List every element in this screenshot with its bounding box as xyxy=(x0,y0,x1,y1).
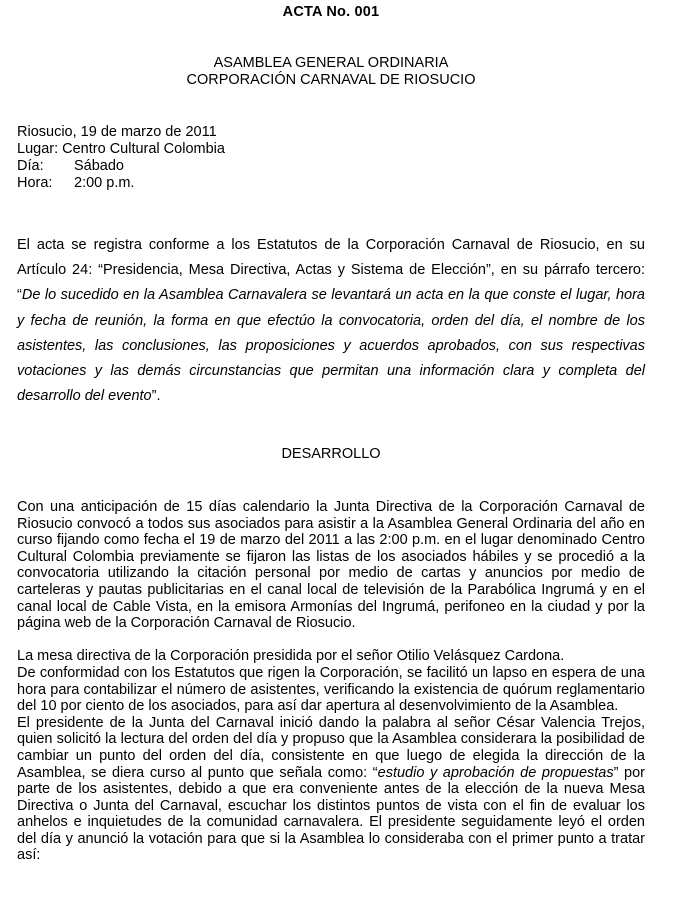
day-label: Día: xyxy=(17,158,44,174)
time-value: 2:00 p.m. xyxy=(74,175,135,191)
assembly-heading: ASAMBLEA GENERAL ORDINARIA xyxy=(213,55,449,71)
corporation-heading: CORPORACIÓN CARNAVAL DE RIOSUCIO xyxy=(186,72,476,88)
meeting-details xyxy=(17,124,225,192)
day-row xyxy=(17,158,225,175)
intro-paragraph xyxy=(17,233,645,409)
venue: Lugar: Centro Cultural Colombia xyxy=(17,141,225,157)
time-label: Hora: xyxy=(17,175,53,191)
development-body xyxy=(17,499,645,864)
time-row xyxy=(17,175,225,192)
place-date: Riosucio, 19 de marzo de 2011 xyxy=(17,124,217,140)
agenda-text-start: El presidente de la Junta del Carnaval inició dando la palabra al señor César Valencia Trejos, quien solicitó la lectura del orden del día y propuso que la Asamblea considerara la posibilidad de cambiar un punto del orden del día, consistente en que luego de elegida la dirección de la Asamblea, se diera curso al punto que señala como: “ xyxy=(17,714,645,781)
paragraph-board: La mesa directiva de la Corporación presidida por el señor Otilio Velásquez Cardona. xyxy=(17,648,565,665)
section-title: DESARROLLO xyxy=(281,446,381,462)
day-value: Sábado xyxy=(74,158,124,174)
intro-end: ”. xyxy=(151,388,161,405)
paragraph-convocation: Con una anticipación de 15 días calendario la Junta Directiva de la Corporación Carnaval de Riosucio convocó a todos sus asociados para asistir a la Asamblea General Ordinaria del año en curso fijando como fecha el 19 de marzo del 2011 a las 2:00 p.m. en el lugar denominado Centro Cultural Colombia previamente se fijaron las listas de los asociados hábiles y se procedió a la convocatoria utilizando la citación personal por medio de cartas y anuncios por medio de carteleras y pautas publicitarias en el canal local de televisión de la Parabólica Ingrumá y en el canal local de Cable Vista, en la emisora Armonías del Ingrumá, perifoneo en la ciudad y por la página web de la Corporación Carnaval de Riosucio. xyxy=(17,499,645,632)
paragraph-quorum: De conformidad con los Estatutos que rigen la Corporación, se facilitó un lapso en espera de una hora para contabilizar el número de asistentes, verificando la existencia de quórum reglamentario del 10 por ciento de los asociados, para así dar apertura al desenvolvimiento de la Asamblea. xyxy=(17,664,645,715)
acta-title: ACTA No. 001 xyxy=(282,4,380,20)
intro-text: El acta se registra conforme a los Estatutos de la Corporación Carnaval de Riosucio, en su Artículo 24: “Presidencia, Mesa Directiva, Actas y Sistema de Elección”, en su párrafo tercero: “ xyxy=(17,237,645,304)
agenda-text-end: ” por parte de los asistentes, debido a que era conveniente antes de la elección de la nueva Mesa Directiva o Junta del Carnaval, escuchar los distintos puntos de vista con el fin de evaluar los anhelos e inquietudes de la comunidad carnavalera. El presidente seguidamente leyó el orden del día y anunció la votación para que si la Asamblea lo consideraba con el primer punto a tratar así: xyxy=(17,764,645,864)
agenda-emphasis: estudio y aprobación de propuestas xyxy=(377,764,614,781)
paragraph-agenda xyxy=(17,715,645,864)
statute-quote: De lo sucedido en la Asamblea Carnavalera se levantará un acta en la que conste el lugar, hora y fecha de reunión, la forma en que efectúo la convocatoria, orden del día, el nombre de los asistentes, las conclusiones, las proposiciones y acuerdos aprobados, con sus respectivas votaciones y las demás circunstancias que permitan una información clara y completa del desarrollo del evento xyxy=(17,287,645,405)
